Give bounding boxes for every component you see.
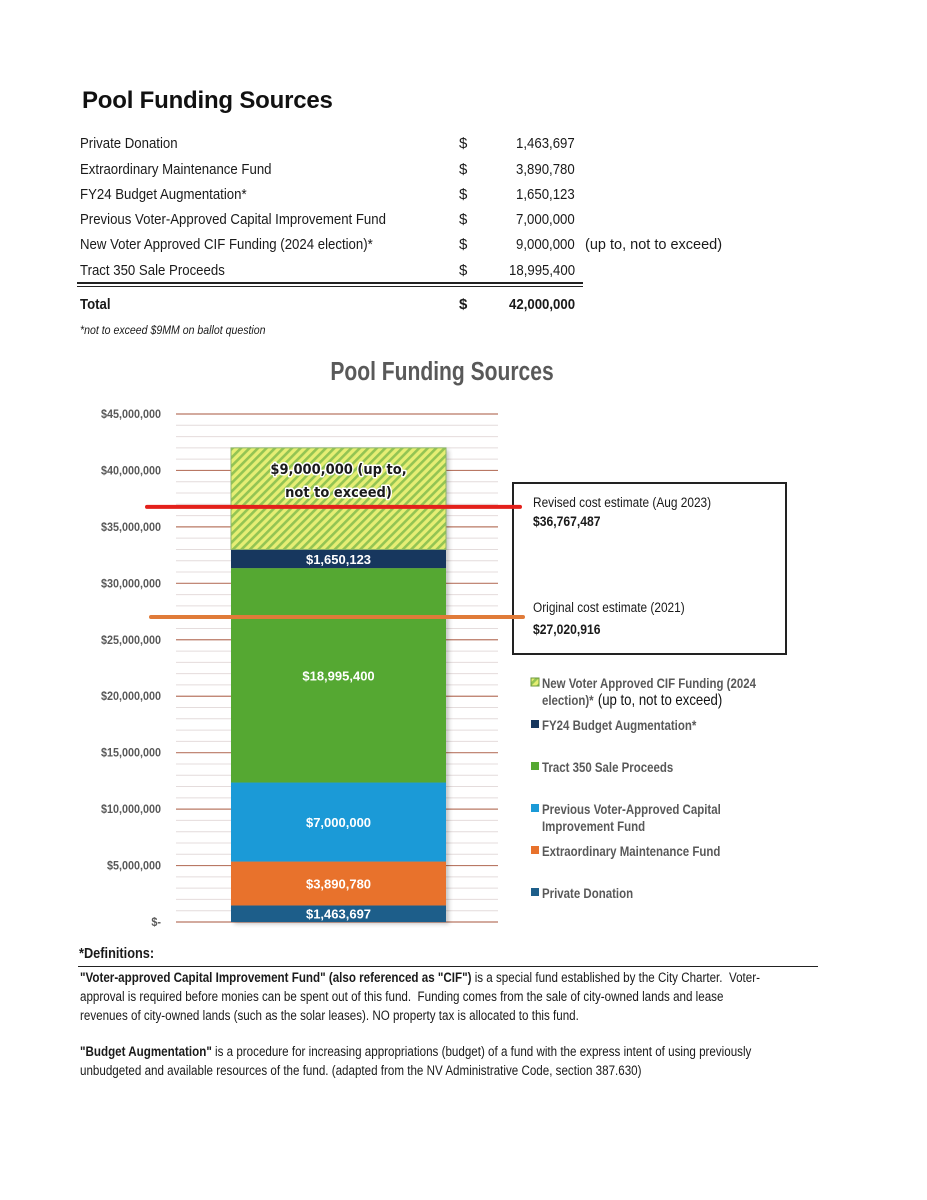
- definitions-heading: [79, 944, 164, 964]
- row-currency: $: [459, 262, 468, 279]
- y-tick-label: $25,000,000: [100, 634, 161, 647]
- legend-swatch: [531, 804, 539, 812]
- legend-label-group: [542, 692, 722, 709]
- y-tick-label: $45,000,000: [100, 408, 161, 422]
- legend-label: [542, 718, 696, 733]
- y-tick-label-group: [101, 465, 161, 478]
- legend-label-text: Extraordinary Maintenance Fund: [542, 844, 721, 860]
- reference-label: Revised cost estimate (Aug 2023): [533, 494, 712, 511]
- y-tick-label-group: [101, 804, 161, 817]
- reference-value-group: [533, 621, 600, 637]
- segment-label: $1,650,123: [305, 551, 372, 567]
- row-currency: $: [459, 236, 468, 253]
- legend-label: [542, 676, 756, 691]
- y-tick-label-group: [101, 691, 161, 704]
- row-amount: 1,463,697: [516, 135, 575, 152]
- legend-label-group: [542, 760, 673, 775]
- row-amount: 1,650,123: [516, 186, 575, 203]
- row-amount: 7,000,000: [516, 211, 575, 228]
- legend-label-text: Improvement Fund: [542, 819, 646, 835]
- row-label: Extraordinary Maintenance Fund: [80, 161, 272, 178]
- segment-label: not to exceed): [285, 484, 392, 502]
- legend-label-group: [542, 819, 645, 834]
- row-currency: $: [459, 186, 468, 203]
- reference-label-group: [533, 599, 685, 615]
- y-tick-label: $30,000,000: [100, 577, 161, 591]
- legend-label-text: FY24 Budget Augmentation*: [542, 718, 697, 734]
- legend-swatch: [531, 720, 539, 728]
- definition-text: unbudgeted and available resources of the fund. (adapted from the NV Administrative Code, section 387.630): [80, 1063, 642, 1078]
- reference-label-group: [533, 494, 711, 510]
- row-label: New Voter Approved CIF Funding (2024 election)*: [80, 236, 373, 253]
- segment-label-group: [306, 552, 371, 567]
- legend-label: [542, 844, 720, 859]
- y-tick-label-group: [151, 917, 161, 930]
- reference-value: $36,767,487: [533, 513, 601, 530]
- row-currency: $: [459, 161, 468, 178]
- total-currency: $: [459, 296, 468, 313]
- legend-swatch: [531, 888, 539, 896]
- chart-title: Pool Funding Sources: [330, 358, 554, 387]
- segment-label: $7,000,000: [305, 815, 372, 831]
- row-currency: $: [459, 211, 468, 228]
- row-label: Private Donation: [80, 135, 178, 152]
- legend-label-group: [542, 676, 756, 691]
- segment-label-group: [306, 907, 371, 922]
- legend-label-text: Private Donation: [542, 886, 634, 902]
- legend-swatch: [531, 762, 539, 770]
- legend-label: [542, 692, 722, 709]
- definition-term: "Budget Augmentation": [80, 1044, 212, 1059]
- definition-term: "Voter-approved Capital Improvement Fund" (also referenced as "CIF"): [80, 970, 472, 985]
- legend-label-suffix: (up to, not to exceed): [597, 692, 723, 710]
- definitions-heading-text: *Definitions:: [79, 946, 155, 962]
- segment-label-group: [270, 461, 406, 478]
- row-amount: 9,000,000: [516, 236, 575, 253]
- y-tick-label-group: [101, 409, 161, 422]
- legend-label-group: [542, 802, 721, 817]
- legend-label: [542, 886, 633, 901]
- segment-label-group: [302, 668, 374, 683]
- legend-label-text: New Voter Approved CIF Funding (2024: [542, 676, 757, 692]
- row-amount: 18,995,400: [508, 262, 575, 279]
- y-tick-label: $5,000,000: [106, 860, 161, 873]
- legend-label-text: Previous Voter-Approved Capital: [542, 802, 721, 818]
- definition-line: [80, 968, 871, 987]
- segment-label: $18,995,400: [302, 668, 375, 684]
- document-title: Pool Funding Sources: [82, 87, 333, 114]
- segment-label: $3,890,780: [305, 876, 372, 892]
- row-label: Tract 350 Sale Proceeds: [80, 262, 225, 279]
- legend-label-group: [542, 886, 633, 901]
- reference-value: $27,020,916: [533, 621, 601, 638]
- definition-line: [80, 987, 828, 1006]
- reference-label: Original cost estimate (2021): [533, 599, 685, 616]
- row-currency: $: [459, 135, 468, 152]
- y-tick-label-group: [101, 578, 161, 591]
- y-tick-label-group: [107, 860, 161, 873]
- definitions-rule: [78, 966, 818, 967]
- segment-label-group: [306, 815, 371, 830]
- segment-label: $1,463,697: [305, 906, 372, 922]
- definition-line: [80, 1006, 660, 1025]
- definition-text: approval is required before monies can be spent out of this fund. Funding comes from the sale of city-owned lands and lease: [80, 989, 724, 1004]
- y-tick-label: $10,000,000: [100, 803, 161, 817]
- definition-text: revenues of city-owned lands (such as the solar leases). NO property tax is allocated to this fund.: [80, 1008, 579, 1023]
- row-note: (up to, not to exceed): [585, 237, 723, 253]
- total-amount: 42,000,000: [508, 296, 575, 313]
- definition-text: is a special fund established by the City Charter. Voter-: [471, 970, 760, 985]
- legend-label-text: election)*: [542, 693, 594, 709]
- footnote-text: *not to exceed $9MM on ballot question: [80, 323, 266, 337]
- y-tick-label-group: [101, 521, 161, 534]
- y-tick-label-group: [101, 747, 161, 760]
- y-tick-label: $20,000,000: [100, 690, 161, 704]
- legend-swatch: [531, 678, 539, 686]
- y-tick-label: $35,000,000: [100, 521, 161, 535]
- y-tick-label: $40,000,000: [100, 464, 161, 478]
- total-label: Total: [80, 296, 111, 313]
- legend-label-group: [542, 844, 720, 859]
- segment-label: $9,000,000 (up to,: [270, 461, 407, 479]
- row-amount: 3,890,780: [516, 161, 575, 178]
- y-tick-label: $-: [151, 916, 161, 930]
- legend-swatch: [531, 846, 539, 854]
- segment-label-group: [285, 484, 392, 501]
- definition-line: [80, 1042, 861, 1061]
- legend-label-group: [542, 718, 696, 733]
- chart-title-group: [330, 358, 553, 387]
- definition-text: is a procedure for increasing appropriations (budget) of a fund with the express intent of using previously: [211, 1044, 752, 1059]
- legend-label: [542, 819, 645, 834]
- y-tick-label-group: [101, 634, 161, 647]
- row-label: FY24 Budget Augmentation*: [80, 186, 247, 203]
- legend-label: [542, 802, 721, 817]
- y-tick-label: $15,000,000: [100, 747, 161, 760]
- row-label: Previous Voter-Approved Capital Improvement Fund: [80, 211, 386, 228]
- legend-label: [542, 760, 673, 775]
- definition-line: [80, 1061, 733, 1080]
- reference-value-group: [533, 513, 600, 529]
- legend-label-text: Tract 350 Sale Proceeds: [542, 760, 674, 776]
- segment-label-group: [306, 877, 371, 892]
